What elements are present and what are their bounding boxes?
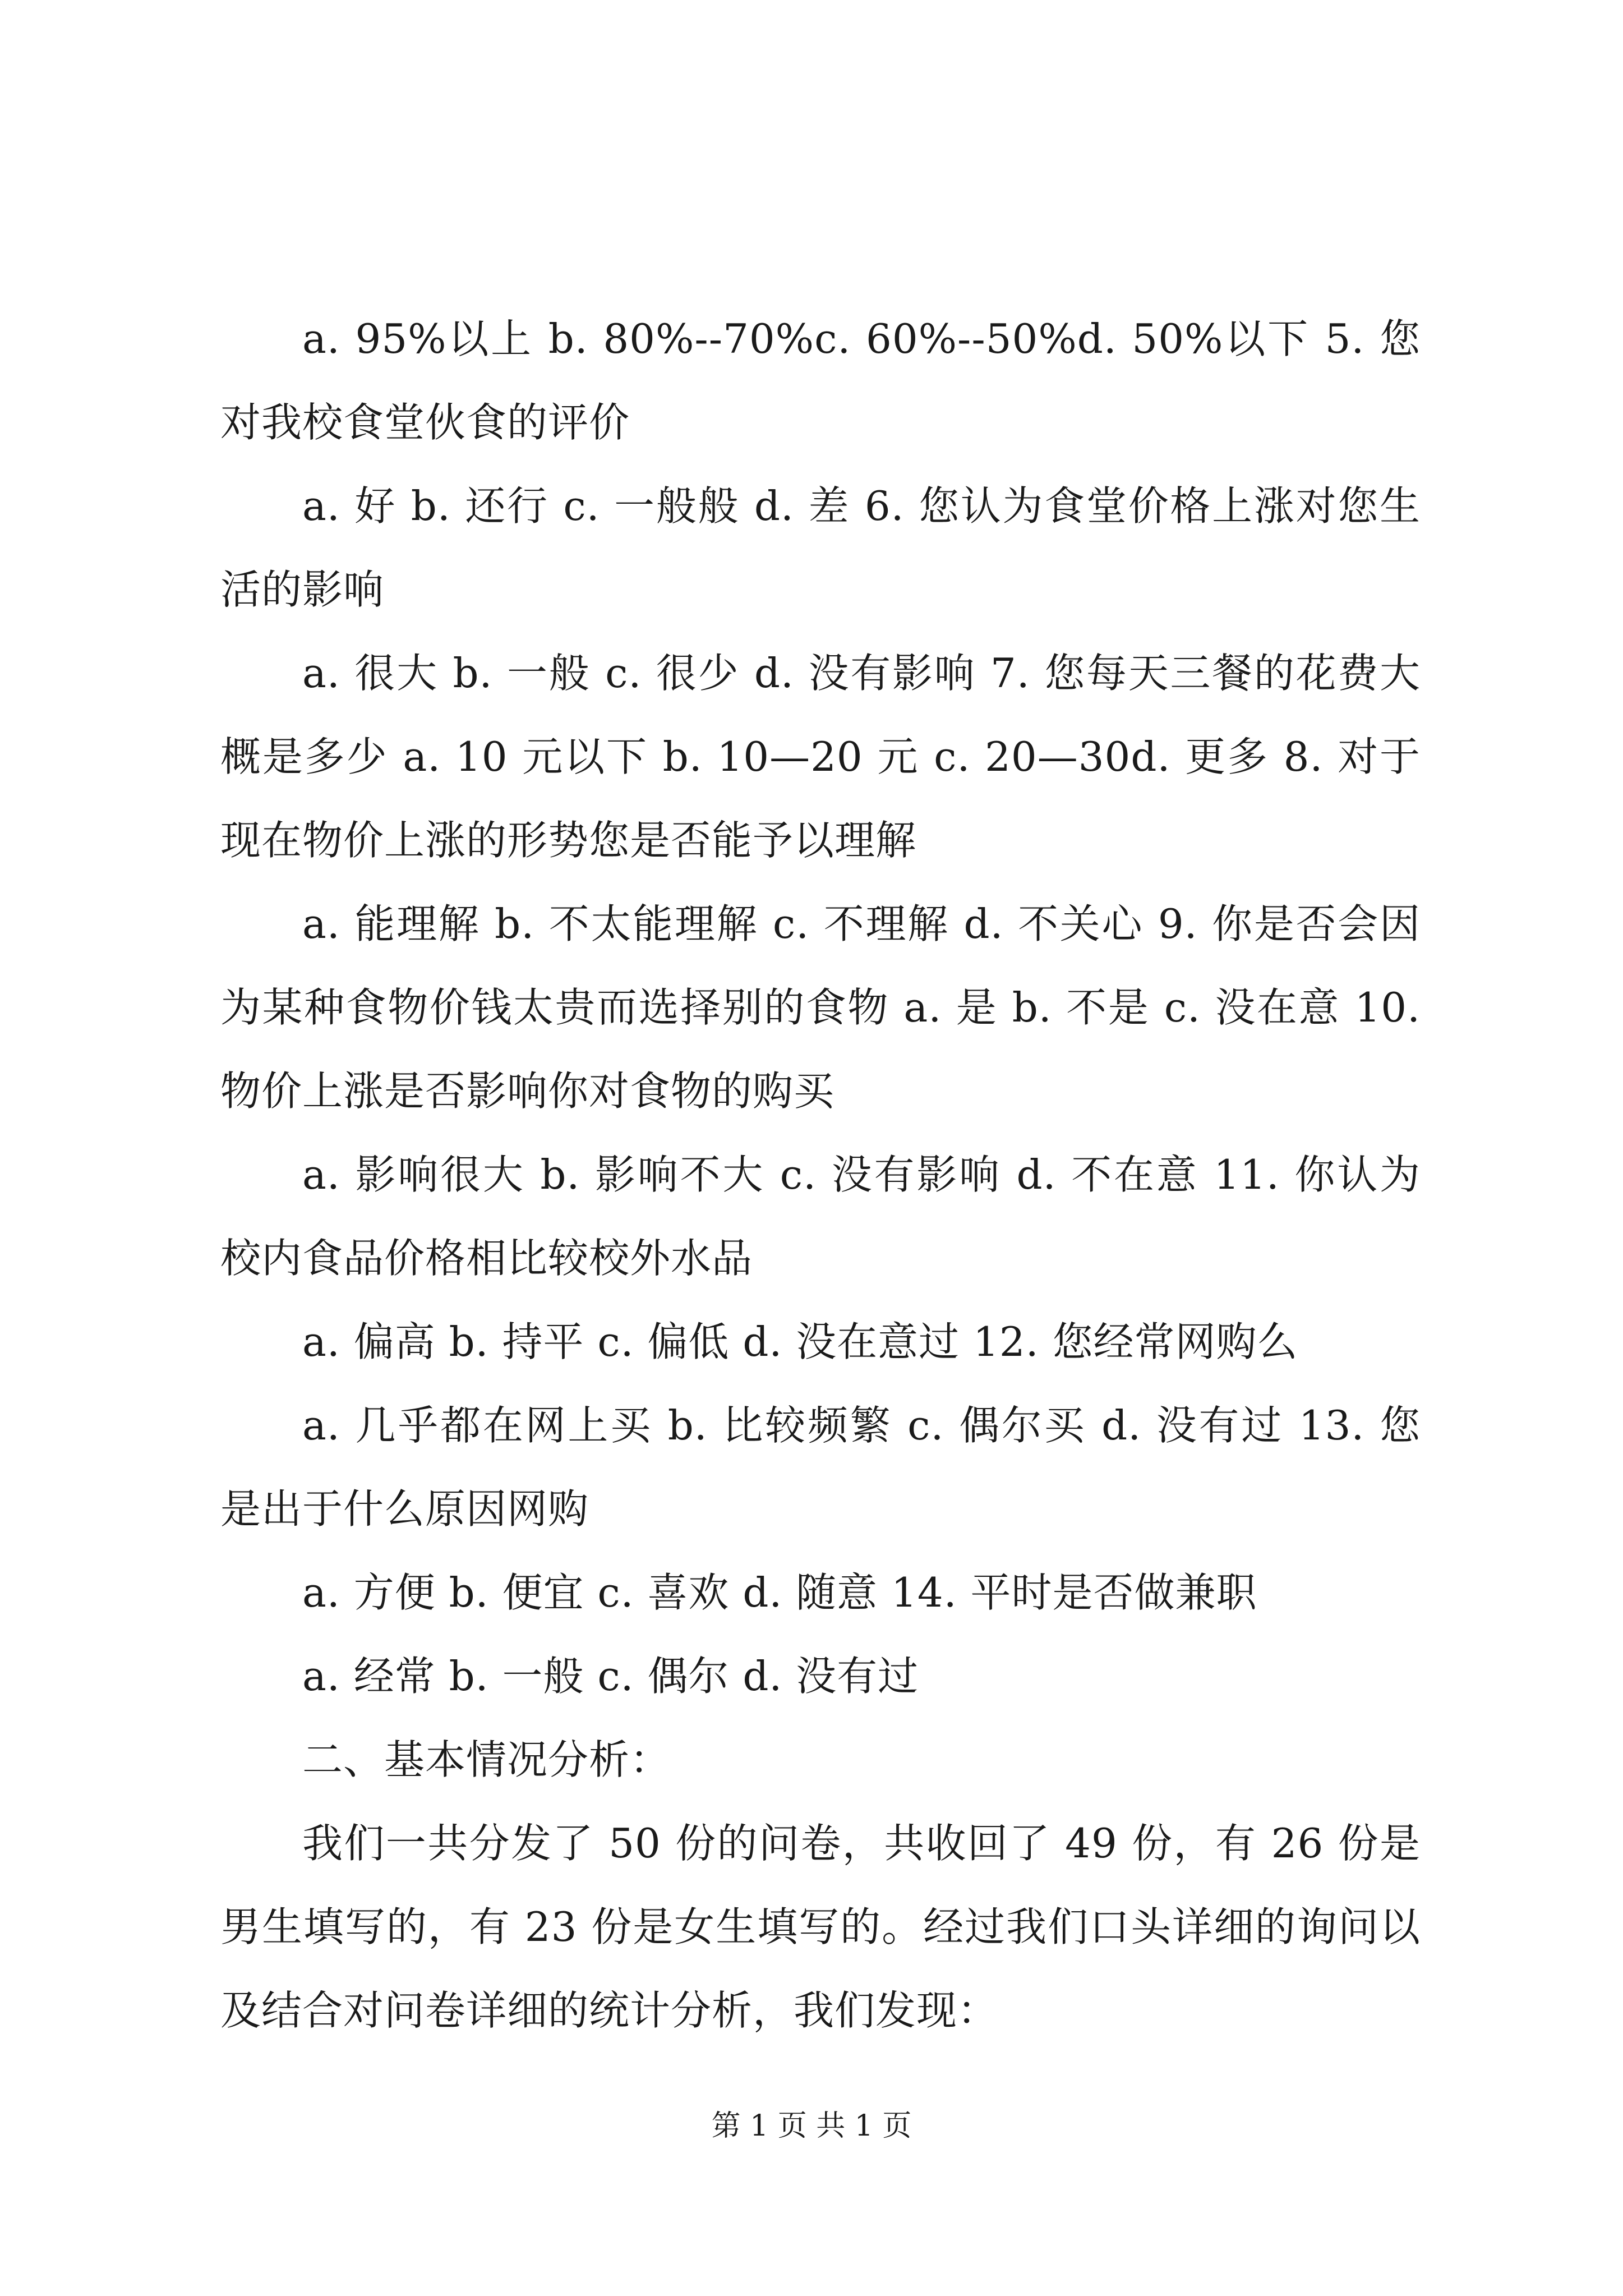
paragraph-q4-options: a. 95%以上 b. 80%--70%c. 60%--50%d. 50%以下 5. 您对我校食堂伙食的评价 (220, 315, 1421, 446)
paragraph-q6-q8: a. 很大 b. 一般 c. 很少 d. 没有影响 7. 您每天三餐的花费大概是多少 a. 10 元以下 b. 10—20 元 c. 20—30d. 更多 8. 对于现在物价上涨的形势您是否能予以理解 (220, 650, 1421, 864)
paragraph-q14-options: a. 经常 b. 一般 c. 偶尔 d. 没有过 (302, 1653, 919, 1700)
section-heading: 二、基本情况分析： (302, 1736, 671, 1783)
paragraph-analysis: 我们一共分发了 50 份的问卷，共收回了 49 份，有 26 份是男生填写的，有 23 份是女生填写的。经过我们口头详细的询问以及结合对问卷详细的统计分析，我们发现： (220, 1820, 1421, 2034)
paragraph-q5-options: a. 好 b. 还行 c. 一般般 d. 差 6. 您认为食堂价格上涨对您生活的影响 (220, 482, 1421, 613)
paragraph-q12-q13: a. 几乎都在网上买 b. 比较频繁 c. 偶尔买 d. 没有过 13. 您是出于什么原因网购 (220, 1402, 1421, 1533)
page-footer: 第 1 页 共 1 页 (711, 2109, 912, 2143)
paragraph-q8-q10: a. 能理解 b. 不太能理解 c. 不理解 d. 不关心 9. 你是否会因为某种食物价钱太贵而选择别的食物 a. 是 b. 不是 c. 没在意 10. 物价上涨是否影响你对食物的购买 (220, 900, 1421, 1115)
paragraph-q10-q11: a. 影响很大 b. 影响不大 c. 没有影响 d. 不在意 11. 你认为校内食品价格相比较校外水品 (220, 1151, 1421, 1282)
paragraph-q13-q14: a. 方便 b. 便宜 c. 喜欢 d. 随意 14. 平时是否做兼职 (302, 1569, 1257, 1616)
paragraph-q11-q12: a. 偏高 b. 持平 c. 偏低 d. 没在意过 12. 您经常网购么 (302, 1318, 1298, 1365)
document-body (220, 297, 1421, 2053)
